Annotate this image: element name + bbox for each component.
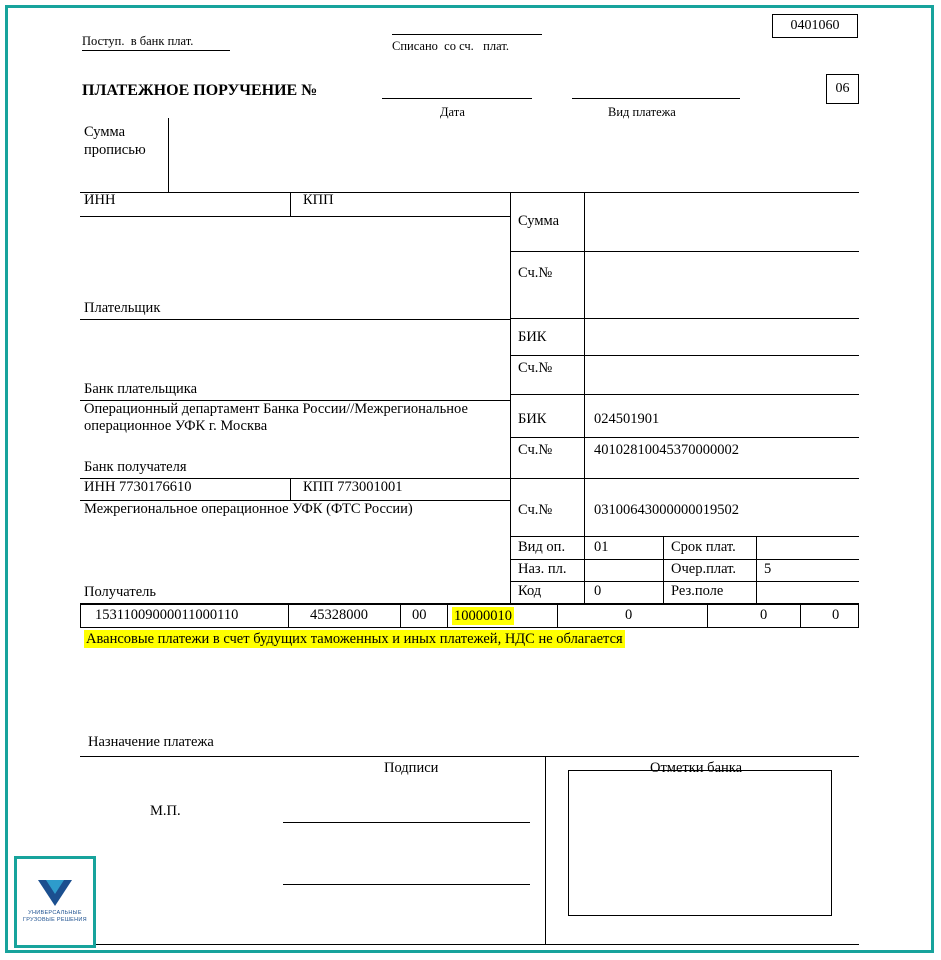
- sum-in-words-bottom-rule: [80, 192, 859, 193]
- sum-value-divider: [584, 192, 585, 603]
- payee-bank-label: Банк получателя: [84, 459, 187, 475]
- payer-bank-label: Банк плательщика: [84, 381, 198, 397]
- budget-div-1: [80, 604, 81, 628]
- payer-bik-row-bottom: [510, 355, 859, 356]
- form-code-value: 0401060: [790, 18, 840, 33]
- payee-kpp-label: КПП 773001001: [303, 479, 403, 495]
- operation-row-bottom: [510, 559, 859, 560]
- operation-kind-value: 01: [594, 539, 609, 555]
- logo-caption-line2: ГРУЗОВЫЕ РЕШЕНИЯ: [23, 917, 87, 923]
- queue-order-label: Очер.плат.: [671, 561, 737, 577]
- payer-bottom-rule: [80, 319, 510, 320]
- payment-purpose-bottom-rule: [80, 756, 859, 757]
- budget-div-7: [800, 604, 801, 628]
- signature-line-1: [283, 822, 530, 823]
- sum-row-bottom: [510, 251, 859, 252]
- signature-line-2: [283, 884, 530, 885]
- sum-label: Сумма: [518, 213, 560, 229]
- sum-in-words-label: Сумма прописью: [84, 124, 146, 158]
- payee-name: Межрегиональное операционное УФК (ФТС России): [84, 501, 413, 517]
- stamp-label: М.П.: [150, 803, 181, 819]
- written-off-label: Списано со сч. плат.: [392, 39, 509, 53]
- payment-term-label: Срок плат.: [671, 539, 736, 555]
- received-bank-label: Поступ. в банк плат.: [82, 34, 194, 48]
- budget-div-8: [858, 604, 859, 628]
- bank-marks-box: [568, 770, 832, 916]
- budget-kbk: 15311009000011000110: [95, 607, 239, 623]
- inn-label: ИНН: [84, 192, 116, 208]
- budget-div-4: [447, 604, 448, 628]
- payee-bank-bik-label: БИК: [518, 411, 547, 427]
- type-code-value: 06: [835, 81, 850, 96]
- budget-div-3: [400, 604, 401, 628]
- date-label: Дата: [440, 105, 465, 119]
- payer-label: Плательщик: [84, 300, 161, 316]
- signatures-label: Подписи: [384, 760, 439, 776]
- budget-row-bottom: [80, 627, 859, 628]
- budget-payment-type: 0: [832, 607, 840, 623]
- payment-purpose-text: Авансовые платежи в счет будущих таможенных и иных платежей, НДС не облагается: [86, 631, 623, 647]
- payee-account-row-bottom: [510, 536, 859, 537]
- purpose-row-bottom: [510, 581, 859, 582]
- payee-inn-label: ИНН 7730176610: [84, 479, 192, 495]
- payer-account-label: Сч.№: [518, 265, 553, 281]
- queue-order-value: 5: [764, 561, 772, 577]
- payee-bank-account-row-bottom: [510, 478, 859, 479]
- budget-oktmo: 45328000: [310, 607, 368, 623]
- form-code-box: [772, 14, 858, 38]
- payer-bank-account-row-bottom: [510, 394, 859, 395]
- logo-caption-line1: УНИВЕРСАЛЬНЫЕ: [28, 910, 82, 916]
- budget-doc-date: 0: [760, 607, 768, 623]
- purpose-code-label: Наз. пл.: [518, 561, 567, 577]
- payee-bank-bik-value: 024501901: [594, 411, 660, 427]
- payee-account-label: Сч.№: [518, 502, 553, 518]
- payment-kind-rule: [572, 98, 740, 99]
- term-divider: [663, 536, 664, 603]
- payment-purpose-label: Назначение платежа: [88, 734, 214, 750]
- date-rule: [382, 98, 532, 99]
- payee-account-value: 03100643000000019502: [594, 502, 739, 518]
- code-value: 0: [594, 583, 602, 599]
- written-off-rule: [392, 34, 542, 35]
- payee-bik-row-bottom: [510, 437, 859, 438]
- type-code-box: [826, 74, 859, 104]
- budget-basis: 00: [412, 607, 427, 623]
- payer-bank-account-label: Сч.№: [518, 360, 553, 376]
- payer-bank-bik-label: БИК: [518, 329, 547, 345]
- payee-bank-account-label: Сч.№: [518, 442, 553, 458]
- bank-marks-label: Отметки банка: [650, 760, 743, 776]
- inn-kpp-divider: [290, 192, 291, 216]
- budget-div-6: [707, 604, 708, 628]
- inn-kpp-bottom-rule: [80, 216, 510, 217]
- payee-inn-kpp-divider: [290, 478, 291, 500]
- budget-div-2: [288, 604, 289, 628]
- reserve-field-label: Рез.поле: [671, 583, 724, 599]
- budget-row-top: [80, 604, 859, 605]
- code-label: Код: [518, 583, 542, 599]
- payer-account-row-bottom: [510, 318, 859, 319]
- right-column-divider: [510, 192, 511, 603]
- term-value-divider: [756, 536, 757, 603]
- kpp-label: КПП: [303, 192, 334, 208]
- received-bank-rule: [82, 50, 230, 51]
- document-title: ПЛАТЕЖНОЕ ПОРУЧЕНИЕ №: [82, 82, 318, 99]
- company-logo: [14, 856, 96, 948]
- payment-kind-label: Вид платежа: [608, 105, 676, 119]
- budget-doc-number: 0: [625, 607, 633, 623]
- sum-in-words-divider: [168, 118, 169, 192]
- payee-bank-name: Операционный департамент Банка России//Межрегиональное операционное УФК г. Москва: [84, 401, 468, 434]
- signatures-divider: [545, 756, 546, 944]
- operation-kind-label: Вид оп.: [518, 539, 566, 555]
- payee-label: Получатель: [84, 584, 156, 600]
- budget-period: 10000010: [454, 608, 512, 624]
- logo-diamond-icon: [38, 880, 72, 906]
- budget-div-5: [557, 604, 558, 628]
- payee-bank-account-value: 40102810045370000002: [594, 442, 739, 458]
- form-bottom-rule: [80, 944, 859, 945]
